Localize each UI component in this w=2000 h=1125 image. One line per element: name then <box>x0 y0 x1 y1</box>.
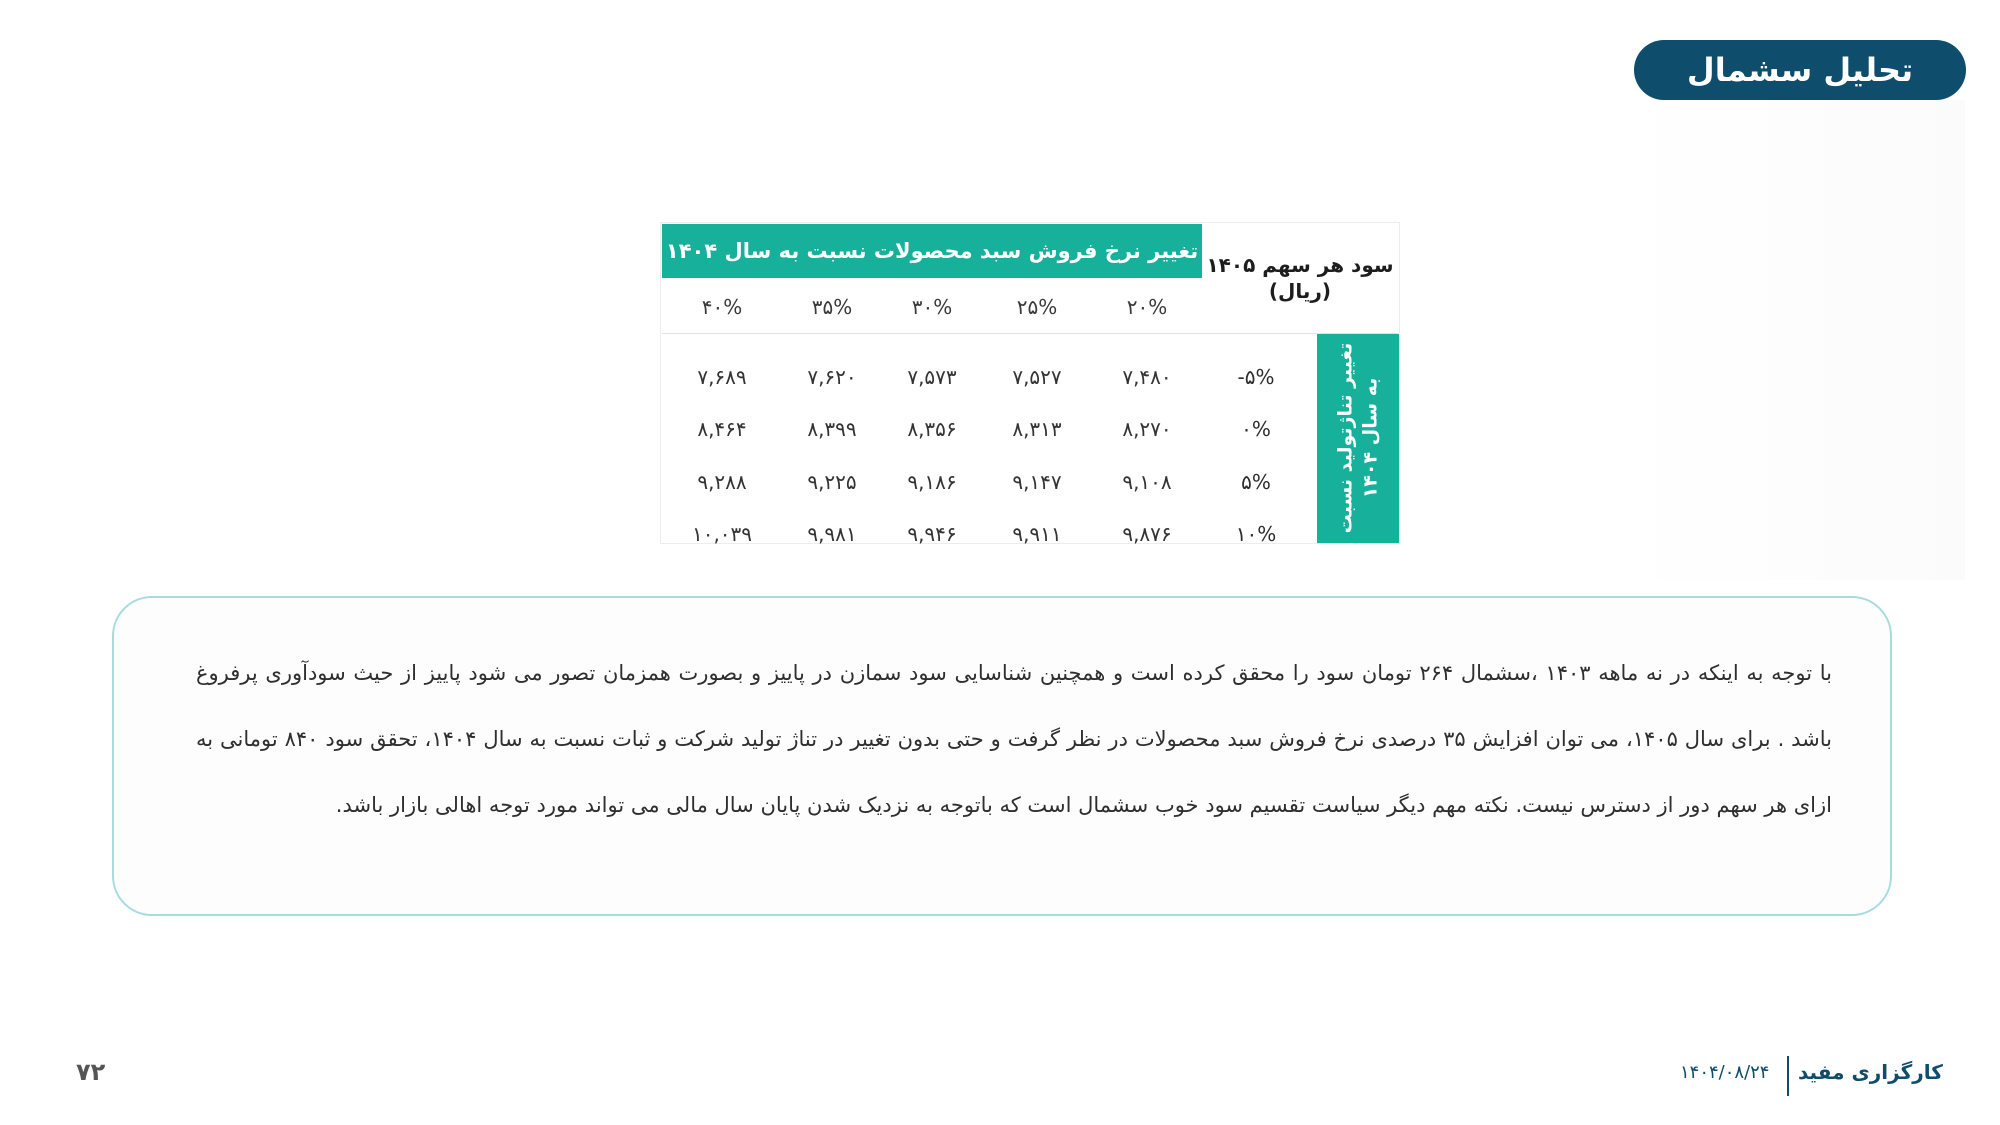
side-panel-background <box>1625 100 1965 580</box>
row-header: ۱۰% <box>1235 522 1277 546</box>
table-cell: ۷,۶۸۹ <box>697 365 747 389</box>
page-title: تحلیل سشمال <box>1634 40 1966 100</box>
table-cell: ۹,۸۷۶ <box>1122 522 1172 546</box>
header-divider <box>662 333 1398 334</box>
analysis-note-box <box>112 596 1892 916</box>
footer-date: ۱۴۰۴/۰۸/۲۴ <box>1680 1062 1770 1083</box>
analysis-note-text: با توجه به اینکه در نه ماهه ۱۴۰۳ ،سشمال ۲۶۴ تومان سود را محقق کرده است و همچنین شناسایی سود سمازن در پاییز و بصورت همزمان تصور می شود پاییز از حیث سودآوری پرفروغ باشد . برای سال ۱۴۰۵، می توان افزایش ۳۵ درصدی نرخ فروش سبد محصولات در نظر گرفت و حتی بدون تغییر در تناژ تولید شرکت و ثبات نسبت به سال ۱۴۰۴، تحقق سود ۸۴۰ تومانی به ازای هر سهم دور از دسترس نیست. نکته مهم دیگر سیاست تقسیم سود خوب سشمال است که باتوجه به نزدیک شدن پایان سال مالی می تواند مورد توجه اهالی بازار باشد. <box>196 661 1833 817</box>
footer-divider <box>1787 1056 1789 1096</box>
table-cell: ۷,۶۲۰ <box>807 365 857 389</box>
column-header: ۴۰% <box>701 295 743 319</box>
column-header: ۲۵% <box>1016 295 1058 319</box>
table-cell: ۷,۵۲۷ <box>1012 365 1062 389</box>
eps-sensitivity-table <box>660 222 1400 544</box>
table-cell: ۹,۲۸۸ <box>697 470 747 494</box>
row-header: -۵% <box>1237 365 1275 389</box>
table-cell: ۸,۲۷۰ <box>1122 417 1172 441</box>
column-header: ۳۵% <box>811 295 853 319</box>
column-header: ۳۰% <box>911 295 953 319</box>
table-cell: ۷,۵۷۳ <box>907 365 957 389</box>
table-cell: ۹,۱۰۸ <box>1122 470 1172 494</box>
table-cell: ۱۰,۰۳۹ <box>691 522 753 546</box>
row-header: ۵% <box>1241 470 1271 494</box>
row-header: ۰% <box>1241 417 1271 441</box>
table-corner-label: سود هر سهم ۱۴۰۵ (ریال) <box>1206 253 1394 303</box>
table-side-band <box>1317 334 1399 543</box>
table-cell: ۷,۴۸۰ <box>1122 365 1172 389</box>
table-side-label: تغییر تناژتولید نسبت به سال ۱۴۰۴ <box>1334 342 1381 534</box>
table-cell: ۸,۳۵۶ <box>907 417 957 441</box>
page-number: ۷۲ <box>76 1058 106 1086</box>
table-cell: ۹,۲۲۵ <box>807 470 857 494</box>
table-cell: ۹,۱۸۶ <box>907 470 957 494</box>
table-cell: ۹,۹۱۱ <box>1012 522 1062 546</box>
table-cell: ۹,۹۴۶ <box>907 522 957 546</box>
table-cell: ۹,۹۸۱ <box>807 522 857 546</box>
table-cell: ۹,۱۴۷ <box>1012 470 1062 494</box>
column-header: ۲۰% <box>1126 295 1168 319</box>
brand-logo-text: کارگزاری مفید <box>1798 1060 1943 1084</box>
table-cell: ۸,۳۱۳ <box>1012 417 1062 441</box>
table-header-band: تغییر نرخ فروش سبد محصولات نسبت به سال ۱۴۰۴ <box>662 224 1202 278</box>
table-cell: ۸,۴۶۴ <box>697 417 747 441</box>
table-cell: ۸,۳۹۹ <box>807 417 857 441</box>
